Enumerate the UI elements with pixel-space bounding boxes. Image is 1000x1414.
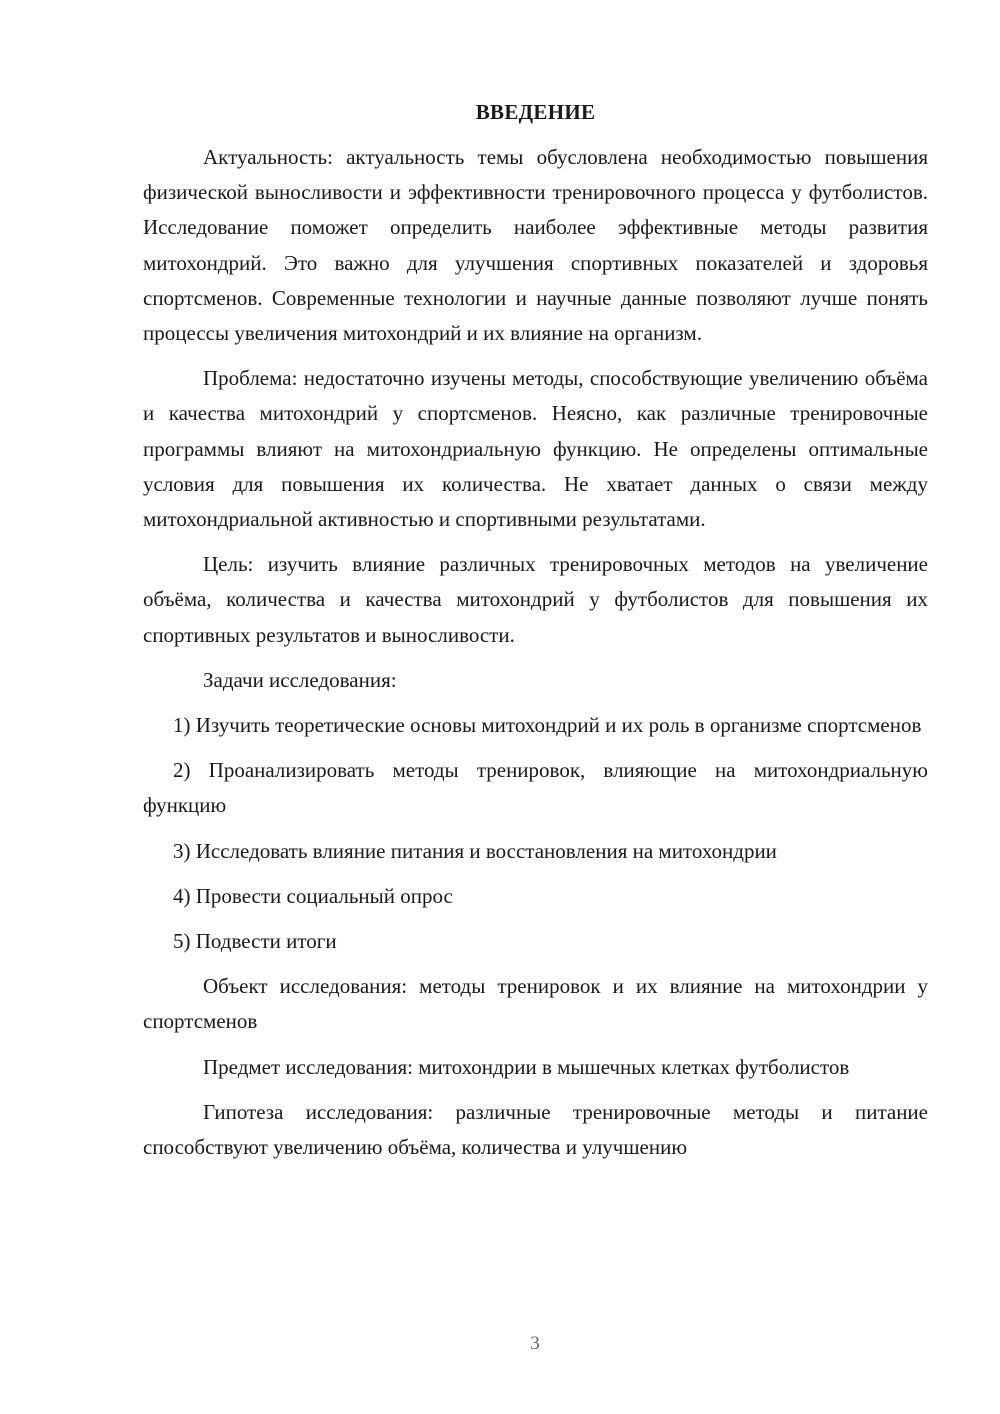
- subject-paragraph: Предмет исследования: митохондрии в мышечных клетках футболистов: [203, 1054, 850, 1079]
- page-number: 3: [530, 1333, 540, 1354]
- problem-paragraph: Проблема: недостаточно изучены методы, способствующие увеличению объёма и качества митохондрий у спортсменов. Неясно, как различные тренировочные программы влияют на митохондриальную функцию. Не определены оптимальные условия для повышения их количества. Не хватает данных о связи между митохондриальной активностью и спортивными результатами.: [143, 366, 928, 532]
- object-paragraph: Объект исследования: методы тренировок и их влияние на митохондрии у спортсменов: [143, 974, 928, 1034]
- task-item-2: 2) Проанализировать методы тренировок, влияющие на митохондриальную функцию: [143, 758, 928, 818]
- tasks-title: Задачи исследования:: [203, 667, 397, 692]
- relevance-paragraph: Актуальность: актуальность темы обусловлена необходимостью повышения физической выносливости и эффективности тренировочного процесса у футболистов. Исследование поможет определить наиболее эффективные методы развития митохондрий. Это важно для улучшения спортивных показателей и здоровья спортсменов. Современные технологии и научные данные позволяют лучше понять процессы увеличения митохондрий и их влияние на организм.: [143, 145, 928, 346]
- task-item-3: 3) Исследовать влияние питания и восстановления на митохондрии: [173, 838, 777, 863]
- task-item-1: 1) Изучить теоретические основы митохондрий и их роль в организме спортсменов: [173, 713, 922, 738]
- hypothesis-paragraph: Гипотеза исследования: различные тренировочные методы и питание способствуют увеличению объёма, количества и улучшению: [143, 1099, 928, 1160]
- goal-paragraph: Цель: изучить влияние различных тренировочных методов на увеличение объёма, количества и качества митохондрий у футболистов для повышения их спортивных результатов и выносливости.: [143, 552, 928, 647]
- task-item-5: 5) Подвести итоги: [173, 929, 337, 954]
- page-content: [143, 95, 928, 1175]
- section-heading: ВВЕДЕНИЕ: [475, 100, 596, 124]
- task-item-4: 4) Провести социальный опрос: [173, 883, 453, 908]
